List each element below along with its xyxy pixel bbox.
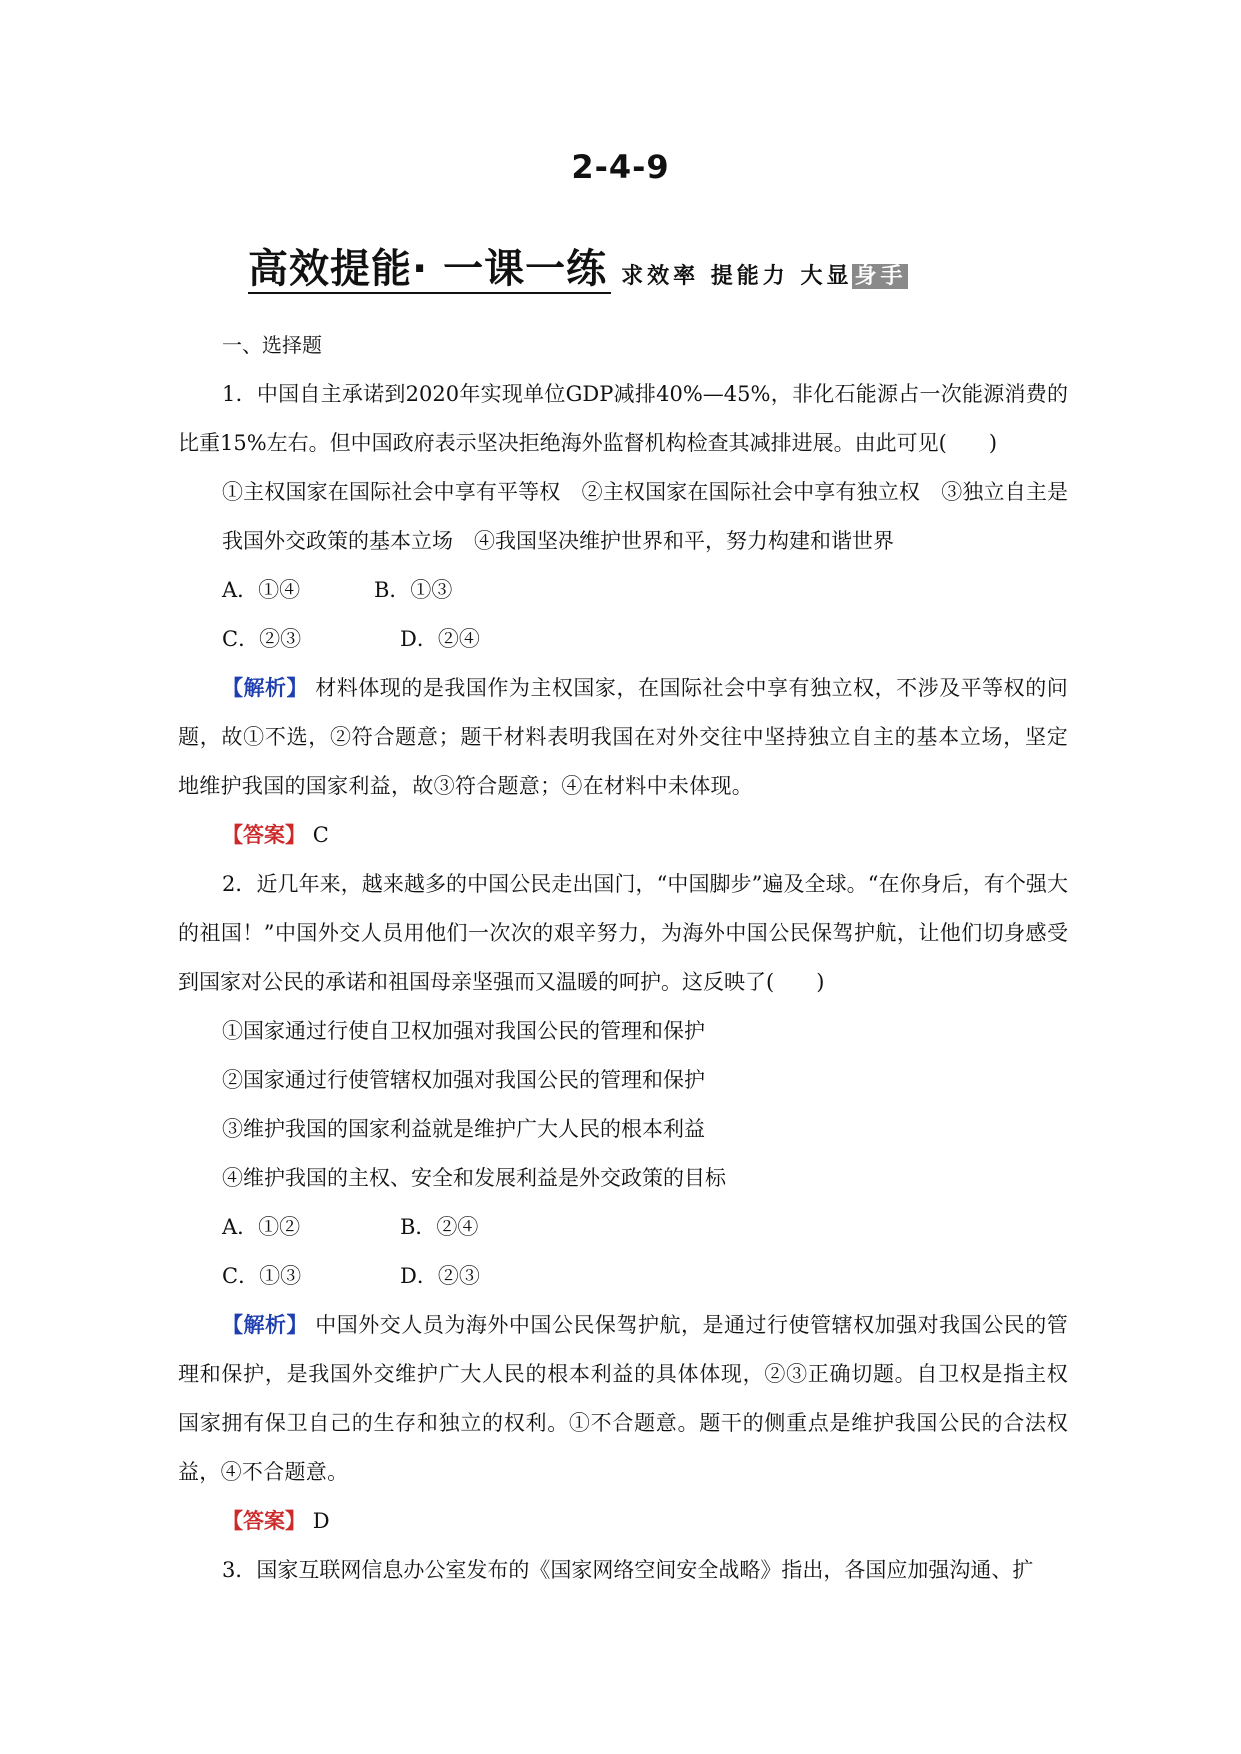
question-2-statement-4: ④维护我国的主权、安全和发展利益是外交政策的目标 (222, 1166, 726, 1190)
choice-b: B．①③ (374, 578, 453, 602)
answer-tag: 【答案】 (222, 823, 306, 847)
banner-subtitle (621, 262, 908, 292)
analysis-text: 中国外交人员为海外中国公民保驾护航，是通过行使管辖权加强对我国公民的管理和保护，是我国外交维护广大人民的根本利益的具体体现，②③正确切题。自卫权是指主权国家拥有保卫自己的生存和独立的权利。①不合题意。题干的侧重点是维护我国公民的合法权益，④不合题意。 (178, 1313, 1069, 1484)
question-2-statement-3: ③维护我国的国家利益就是维护广大人民的根本利益 (222, 1117, 705, 1141)
analysis-tag: 【解析】 (222, 676, 309, 700)
choice-c: C．②③ (222, 627, 302, 651)
choice-d: D．②④ (400, 627, 480, 651)
question-1-choices-row-1 (178, 566, 1068, 615)
question-1-answer (178, 811, 1068, 860)
choice-a: A．①④ (222, 578, 301, 602)
question-2-statement-2: ②国家通过行使管辖权加强对我国公民的管理和保护 (222, 1068, 705, 1092)
analysis-tag: 【解析】 (222, 1313, 309, 1337)
answer-value: D (312, 1509, 330, 1533)
question-2-choices-row-2 (178, 1252, 1068, 1301)
section-banner (248, 244, 908, 294)
question-2-analysis (178, 1301, 1068, 1497)
question-1-stem: 1．中国自主承诺到2020年实现单位GDP减排40%—45%，非化石能源占一次能源消费的比重15%左右。但中国政府表示坚决拒绝海外监督机构检查其减排进展。由此可见( ) (178, 382, 1068, 455)
choice-b: B．②④ (400, 1215, 479, 1239)
document-body (178, 321, 1068, 1595)
banner-title: 高效提能· 一课一练 (248, 246, 611, 294)
choice-a: A．①② (222, 1215, 301, 1239)
question-1-choices-row-2 (178, 615, 1068, 664)
page-code: 2-4-9 (571, 148, 670, 186)
answer-tag: 【答案】 (222, 1509, 306, 1533)
section-title: 一、选择题 (222, 333, 322, 357)
question-2-answer (178, 1497, 1068, 1546)
question-1-statements: ①主权国家在国际社会中享有平等权 ②主权国家在国际社会中享有独立权 ③独立自主是我国外交政策的基本立场 ④我国坚决维护世界和平，努力构建和谐世界 (222, 480, 1068, 553)
answer-value: C (312, 823, 329, 847)
choice-c: C．①③ (222, 1264, 302, 1288)
question-2-stem: 2．近几年来，越来越多的中国公民走出国门，“中国脚步”遍及全球。“在你身后，有个强大的祖国！”中国外交人员用他们一次次的艰辛努力，为海外中国公民保驾护航，让他们切身感受到国家对公民的承诺和祖国母亲坚强而又温暖的呵护。这反映了( ) (178, 872, 1068, 994)
choice-d: D．②③ (400, 1264, 480, 1288)
question-3-stem: 3．国家互联网信息办公室发布的《国家网络空间安全战略》指出，各国应加强沟通、扩 (222, 1558, 1034, 1582)
analysis-text: 材料体现的是我国作为主权国家，在国际社会中享有独立权，不涉及平等权的问题，故①不选，②符合题意；题干材料表明我国在对外交往中坚持独立自主的基本立场，坚定地维护我国的国家利益，故③符合题意；④在材料中未体现。 (178, 676, 1069, 798)
banner-subtitle-text: 求效率 提能力 大显 (621, 264, 853, 289)
question-2-choices-row-1 (178, 1203, 1068, 1252)
banner-highlight: 身手 (854, 264, 907, 289)
question-1-analysis (178, 664, 1068, 811)
question-2-statement-1: ①国家通过行使自卫权加强对我国公民的管理和保护 (222, 1019, 705, 1043)
